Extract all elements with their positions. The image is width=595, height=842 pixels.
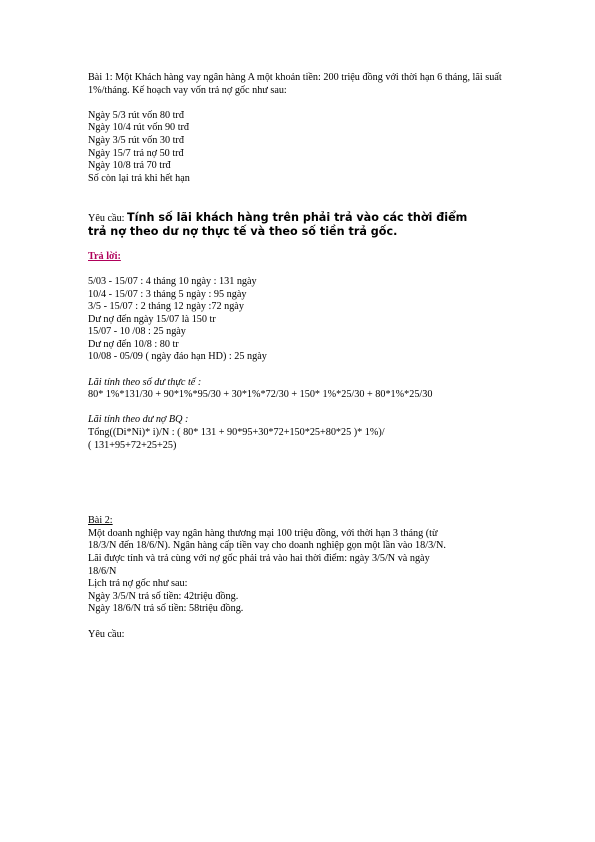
answer-line: Dư nợ đến 10/8 : 80 tr — [88, 338, 179, 350]
request-bold-line-2: trả nợ theo dư nợ thực tế và theo số tiền trả gốc. — [88, 225, 398, 239]
actual-debt-formula: 80* 1%*131/30 + 90*1%*95/30 + 30*1%*72/30 + 150* 1%*25/30 + 80*1%*25/30 — [88, 389, 433, 401]
answer-line: 3/5 - 15/07 : 2 tháng 12 ngày :72 ngày — [88, 301, 244, 313]
bai1-request — [88, 211, 528, 226]
schedule-line: Số còn lại trả khi hết hạn — [88, 172, 190, 184]
bai2-line: 18/6/N — [88, 565, 117, 577]
actual-debt-label: Lãi tính theo số dư thực tế : — [88, 376, 202, 388]
avg-debt-label: Lãi tính theo dư nợ BQ : — [88, 414, 189, 426]
schedule-line: Ngày 15/7 trả nợ 50 trđ — [88, 147, 184, 159]
request-bold-line-1: Tính số lãi khách hàng trên phải trả vào các thời điểm — [127, 210, 468, 224]
bai2-request: Yêu cầu: — [88, 628, 125, 640]
schedule-line: Ngày 10/8 trả 70 trđ — [88, 160, 171, 172]
bai2-title: Bài 2: — [88, 515, 113, 527]
schedule-line: Ngày 3/5 rút vốn 30 trđ — [88, 134, 184, 146]
request-prefix: Yêu cầu: — [88, 212, 128, 224]
bai2-line: Lịch trả nợ gốc như sau: — [88, 578, 188, 590]
answer-line: Dư nợ đến ngày 15/07 là 150 tr — [88, 313, 216, 325]
avg-debt-formula-line-2: ( 131+95+72+25+25) — [88, 439, 177, 451]
answer-line: 10/4 - 15/07 : 3 tháng 5 ngày : 95 ngày — [88, 288, 247, 300]
bai2-line: Lãi được tính và trả cùng với nợ gốc phải trả vào hai thời điểm: ngày 3/5/N và ngày — [88, 552, 430, 564]
avg-debt-formula-line-1: Tổng((Di*Ni)* i)/N : ( 80* 131 + 90*95+30*72+150*25+80*25 )* 1%)/ — [88, 427, 385, 439]
bai2-line: Một doanh nghiệp vay ngân hàng thương mại 100 triệu đồng, với thời hạn 3 tháng (từ — [88, 527, 438, 539]
answer-line: 10/08 - 05/09 ( ngày đáo hạn HD) : 25 ngày — [88, 351, 267, 363]
schedule-line: Ngày 5/3 rút vốn 80 trđ — [88, 109, 184, 121]
bai2-line: Ngày 3/5/N trả số tiền: 42triệu đồng. — [88, 590, 239, 602]
answer-line: 5/03 - 15/07 : 4 tháng 10 ngày : 131 ngày — [88, 275, 257, 287]
answer-line: 15/07 - 10 /08 : 25 ngày — [88, 326, 186, 338]
bai2-line: Ngày 18/6/N trả số tiền: 58triệu đồng. — [88, 603, 244, 615]
answer-label: Trả lời: — [88, 250, 121, 262]
bai1-intro: Bài 1: Một Khách hàng vay ngân hàng A một khoản tiền: 200 triệu đồng với thời hạn 6 tháng, lãi suất 1%/tháng. Kế hoạch vay vốn trả nợ gốc như sau: — [88, 72, 502, 96]
document-page — [88, 72, 528, 641]
bai2-line: 18/3/N đến 18/6/N). Ngân hàng cấp tiền vay cho doanh nghiệp gọn một lần vào 18/3/N. — [88, 540, 446, 552]
schedule-line: Ngày 10/4 rút vốn 90 trđ — [88, 122, 190, 134]
